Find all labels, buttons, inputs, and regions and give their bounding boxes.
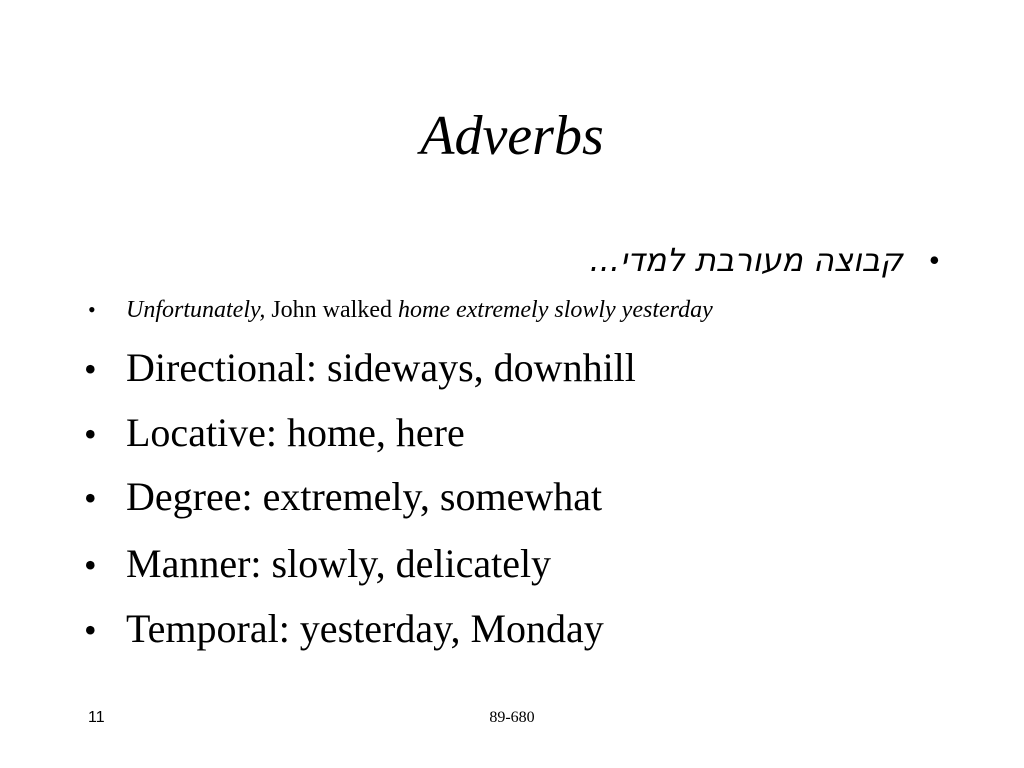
bullet-directional [84, 343, 636, 394]
bullet-text: Degree: extremely, somewhat [126, 474, 603, 519]
bullet-degree [84, 472, 602, 523]
bullet-text: Locative: home, here [126, 410, 465, 455]
bullet-text: Manner: slowly, delicately [126, 541, 552, 586]
example-plain-text: John walked [265, 297, 398, 323]
bullet-locative [84, 408, 465, 459]
bullet-example-sentence [88, 294, 713, 326]
bullet-dot: • [928, 242, 940, 278]
slide-title: Adverbs [420, 105, 604, 167]
bullet-dot: • [88, 297, 96, 322]
bullet-text: Temporal: yesterday, Monday [126, 606, 604, 651]
bullet-dot: • [84, 610, 97, 650]
bullet-hebrew-text: קבוצה מעורבת למדי... [589, 241, 903, 279]
bullet-dot: • [84, 414, 97, 454]
bullet-temporal [84, 604, 604, 655]
bullet-dot: • [84, 545, 97, 585]
example-italic-adverbs: home extremely slowly yesterday [397, 297, 713, 323]
bullet-text: Directional: sideways, downhill [126, 345, 636, 390]
example-italic-adverb: Unfortunately, [126, 297, 266, 323]
course-code: 89-680 [489, 709, 535, 726]
bullet-dot: • [84, 349, 97, 389]
page-number: 11 [88, 709, 105, 726]
bullet-manner [84, 539, 551, 590]
bullet-hebrew [590, 238, 941, 282]
bullet-dot: • [84, 478, 97, 518]
